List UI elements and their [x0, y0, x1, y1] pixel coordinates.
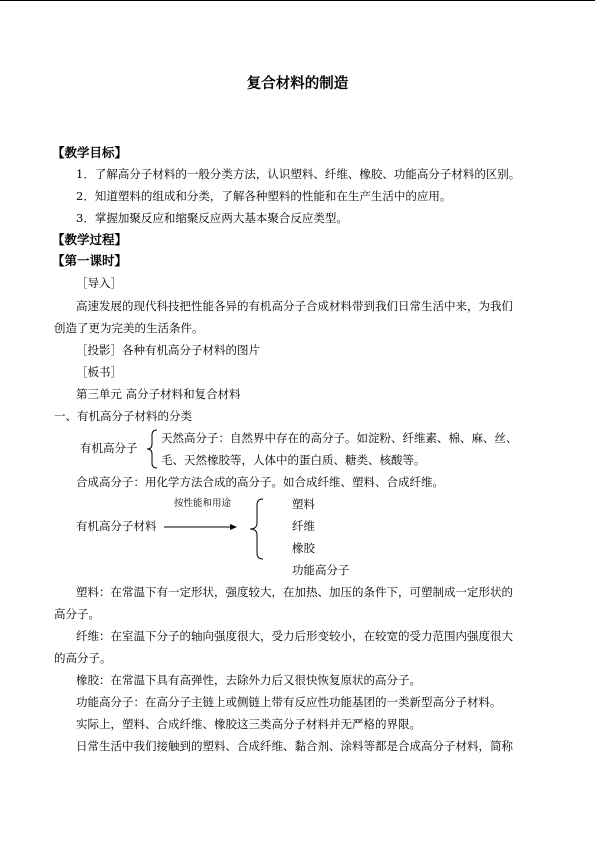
diagram2-brace: [247, 498, 265, 560]
diagram2-arrow-label: 按性能和用途: [174, 498, 232, 509]
note-line: 实际上，塑料、合成纤维、橡胶这三类高分子材料并无严格的界限。: [76, 717, 421, 731]
diagram2-item-3: 橡胶: [292, 541, 315, 555]
definition-fiber-line-1: 纤维：在室温下分子的轴向强度很大，受力后形变较小，在较宽的受力范围内强度很大: [76, 629, 513, 643]
unit-title: 第三单元 高分子材料和复合材料: [76, 387, 241, 401]
diagram2-item-4: 功能高分子: [292, 563, 350, 577]
diagram1-brace: [145, 429, 159, 469]
diagram1-label: 有机高分子: [80, 441, 138, 455]
synthetic-polymer-line: 合成高分子：用化学方法合成的高分子。如合成纤维、塑料、合成纤维。: [76, 475, 444, 489]
board-tag: ［板书］: [76, 365, 122, 379]
definition-fiber-line-2: 的高分子。: [54, 651, 112, 665]
process-heading: 【教学过程】: [52, 232, 128, 247]
diagram2-label: 有机高分子材料: [76, 519, 157, 533]
goal-item-2: 2．知道塑料的组成和分类，了解各种塑料的性能和在生产生活中的应用。: [76, 189, 452, 203]
lesson-heading: 【第一课时】: [52, 253, 128, 268]
goals-heading: 【教学目标】: [52, 145, 128, 160]
last-line: 日常生活中我们接触到的塑料、合成纤维、黏合剂、涂料等都是合成高分子材料，简称: [76, 739, 513, 753]
diagram2-item-1: 塑料: [292, 497, 315, 511]
projection-line: ［投影］各种有机高分子材料的图片: [76, 343, 260, 357]
definition-rubber: 橡胶：在常温下具有高弹性，去除外力后又很快恢复原状的高分子。: [76, 673, 421, 687]
page-top-rule: [0, 0, 595, 1]
section-1-title: 一、有机高分子材料的分类: [54, 409, 192, 423]
definition-functional-polymer: 功能高分子：在高分子主链上或侧链上带有反应性功能基团的一类新型高分子材料。: [76, 695, 502, 709]
page-title: 复合材料的制造: [246, 76, 349, 92]
diagram2-arrow-icon: [164, 520, 238, 534]
intro-text-line-1: 高速发展的现代科技把性能各异的有机高分子合成材料带到我们日常生活中来，为我们: [76, 299, 513, 313]
goal-item-1: 1．了解高分子材料的一般分类方法，认识塑料、纤维、橡胶、功能高分子材料的区别。: [76, 167, 521, 181]
diagram2-item-2: 纤维: [292, 519, 315, 533]
diagram1-line-1: 天然高分子：自然界中存在的高分子。如淀粉、纤维素、棉、麻、丝、: [161, 431, 518, 445]
intro-tag: ［导入］: [76, 276, 122, 290]
definition-plastic-line-1: 塑料：在常温下有一定形状，强度较大，在加热、加压的条件下，可塑制成一定形状的: [76, 585, 513, 599]
diagram1-line-2: 毛、天然橡胶等，人体中的蛋白质、糖类、核酸等。: [161, 453, 426, 467]
goal-item-3: 3．掌握加聚反应和缩聚反应两大基本聚合反应类型。: [76, 211, 348, 225]
intro-text-line-2: 创造了更为完美的生活条件。: [54, 321, 204, 335]
definition-plastic-line-2: 高分子。: [54, 607, 100, 621]
